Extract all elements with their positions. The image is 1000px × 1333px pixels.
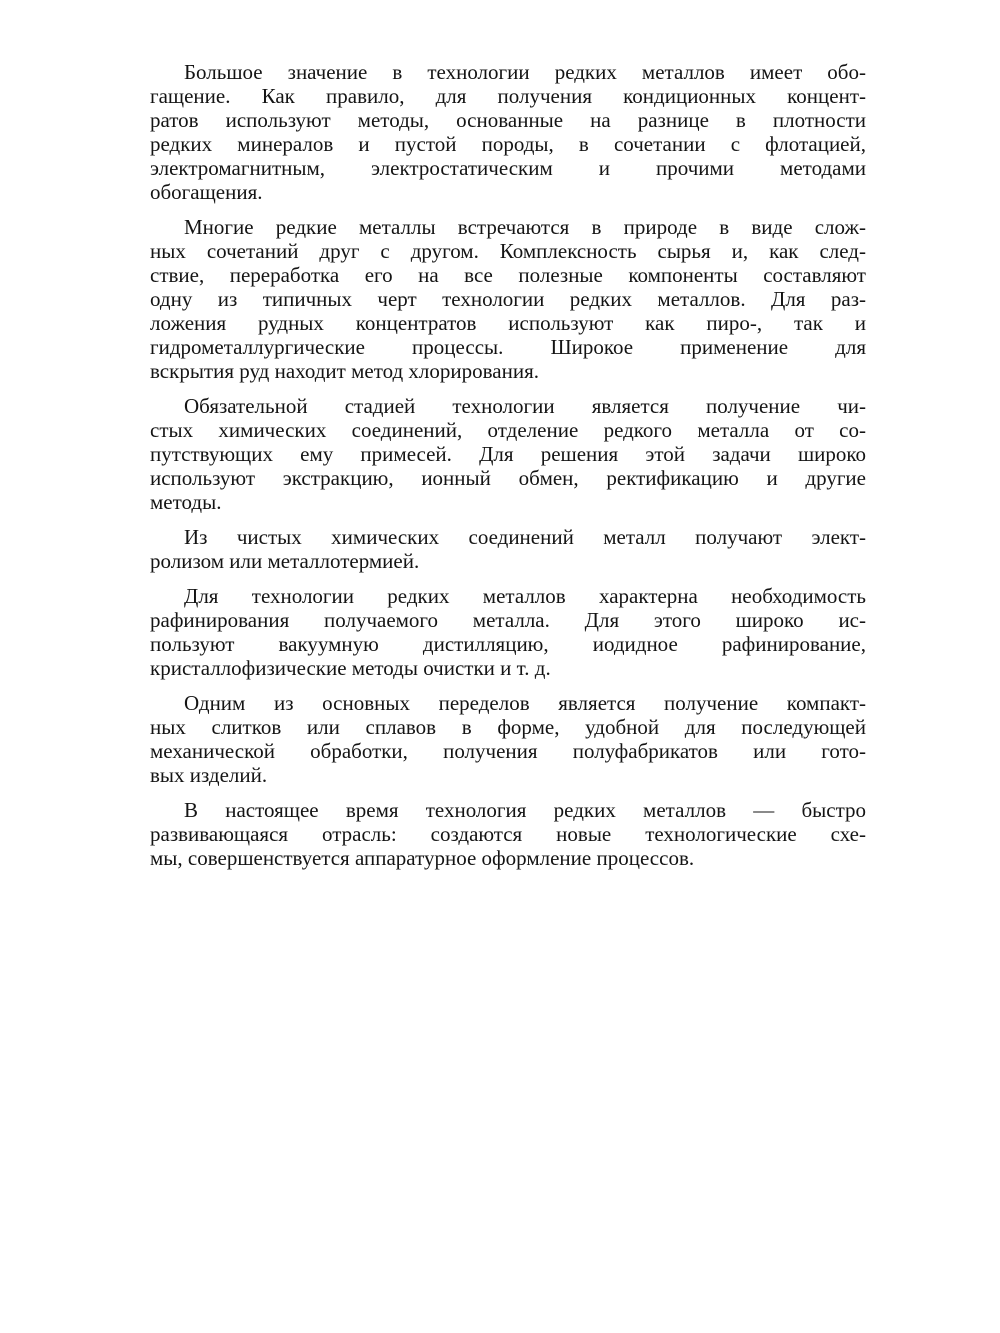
- paragraph-ingots: [150, 691, 866, 787]
- text-line: пользуют вакуумную дистилляцию, иодидное рафинирование,: [150, 632, 866, 656]
- text-line: В настоящее время технология редких металлов — быстро: [184, 798, 866, 822]
- paragraph-pure-compounds: [150, 394, 866, 514]
- text-line: гидрометаллургические процессы. Широкое применение для: [150, 335, 866, 359]
- paragraph-enrichment: [150, 60, 866, 204]
- text-line: кристаллофизические методы очистки и т. д.: [150, 656, 551, 680]
- text-line: Многие редкие металлы встречаются в природе в виде слож-: [184, 215, 866, 239]
- text-line: стых химических соединений, отделение редкого металла от со-: [150, 418, 866, 442]
- text-line: Одним из основных переделов является получение компакт-: [184, 691, 866, 715]
- text-line: электромагнитным, электростатическим и прочими методами: [150, 156, 866, 180]
- text-line: механической обработки, получения полуфабрикатов или гото-: [150, 739, 866, 763]
- text-line: гащение. Как правило, для получения кондиционных концент-: [150, 84, 866, 108]
- text-line: ратов используют методы, основанные на разнице в плотности: [150, 108, 866, 132]
- text-line: одну из типичных черт технологии редких металлов. Для раз-: [150, 287, 866, 311]
- text-line: методы.: [150, 490, 222, 514]
- text-line: используют экстракцию, ионный обмен, ректификацию и другие: [150, 466, 866, 490]
- text-line: ролизом или металлотермией.: [150, 549, 420, 573]
- body-text: [150, 60, 866, 881]
- text-line: ных слитков или сплавов в форме, удобной для последующей: [150, 715, 866, 739]
- paragraph-refining: [150, 584, 866, 680]
- paragraph-modern-state: [150, 798, 866, 870]
- text-line: путствующих ему примесей. Для решения этой задачи широко: [150, 442, 866, 466]
- paragraph-metal-production: [150, 525, 866, 573]
- text-line: Из чистых химических соединений металл получают элект-: [184, 525, 866, 549]
- text-line: ложения рудных концентратов используют как пиро-, так и: [150, 311, 866, 335]
- text-line: вскрытия руд находит метод хлорирования.: [150, 359, 539, 383]
- text-line: мы, совершенствуется аппаратурное оформление процессов.: [150, 846, 695, 870]
- text-line: обогащения.: [150, 180, 263, 204]
- text-line: развивающаяся отрасль: создаются новые технологические схе-: [150, 822, 866, 846]
- text-line: рафинирования получаемого металла. Для этого широко ис-: [150, 608, 866, 632]
- text-line: Для технологии редких металлов характерна необходимость: [184, 584, 866, 608]
- text-line: Обязательной стадией технологии является получение чи-: [184, 394, 866, 418]
- text-line: ных сочетаний друг с другом. Комплексность сырья и, как след-: [150, 239, 866, 263]
- text-line: Большое значение в технологии редких металлов имеет обо-: [184, 60, 866, 84]
- paragraph-complex-raw-materials: [150, 215, 866, 383]
- text-line: редких минералов и пустой породы, в сочетании с флотацией,: [150, 132, 866, 156]
- text-line: вых изделий.: [150, 763, 268, 787]
- text-line: ствие, переработка его на все полезные компоненты составляют: [150, 263, 866, 287]
